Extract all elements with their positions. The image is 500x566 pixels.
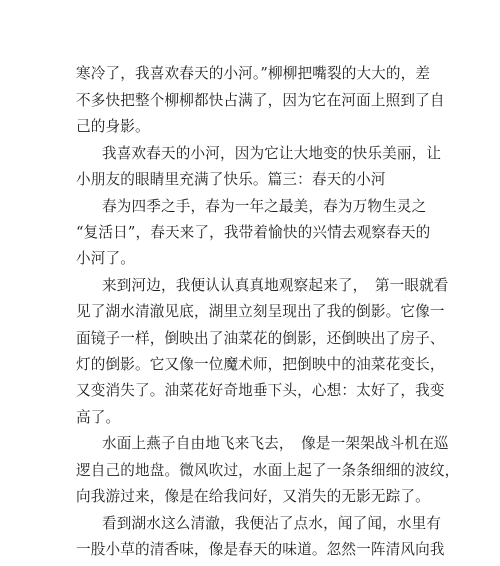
text-line: 不多快把整个柳柳都快占满了，因为它在河面上照到了自: [76, 92, 445, 109]
text-line: 我喜欢春天的小河，因为它让大地变的快乐美丽，让: [102, 145, 442, 162]
text-line: “复活日”，春天来了，我带着愉快的兴情去观察春天的: [76, 224, 431, 241]
text-line: 看到湖水这么清澈，我便沾了点水，闻了闻，水里有: [102, 515, 442, 532]
text-line: 又变消失了。油菜花好奇地垂下头，心想：太好了，我变: [76, 382, 445, 399]
text-line: 己的身影。: [76, 118, 150, 135]
text-line: 逻自己的地盘。微风吹过，水面上起了一条条细细的波纹，: [76, 462, 460, 479]
text-line: 春为四季之手，春为一年之最美，春为万物生灵之: [102, 198, 427, 215]
text-line: 寒冷了，我喜欢春天的小河。”柳柳把嘴裂的大大的，差: [76, 65, 431, 82]
text-line: 小河了。: [76, 250, 135, 267]
text-line: 来到河边，我便认认真真地观察起来了， 第一眼就看: [102, 277, 449, 294]
text-line: 向我游过来，像是在给我问好，又消失的无影无踪了。: [76, 488, 430, 505]
text-line: 面镜子一样，倒映出了油菜花的倒影，还倒映出了房子、: [76, 330, 445, 347]
text-line: 灯的倒影。它又像一位魔术师，把倒映中的油菜花变长，: [76, 356, 445, 373]
text-line: 见了湖水清澈见底，湖里立刻呈现出了我的倒影。它像一: [76, 303, 445, 320]
text-line: 小朋友的眼睛里充满了快乐。篇三：春天的小河: [76, 171, 386, 188]
text-line: 水面上燕子自由地飞来飞去， 像是一架架战斗机在巡: [102, 435, 449, 452]
text-line: 一股小草的清香味，像是春天的味道。忽然一阵清风向我: [76, 541, 445, 558]
text-line: 高了。: [76, 409, 121, 426]
